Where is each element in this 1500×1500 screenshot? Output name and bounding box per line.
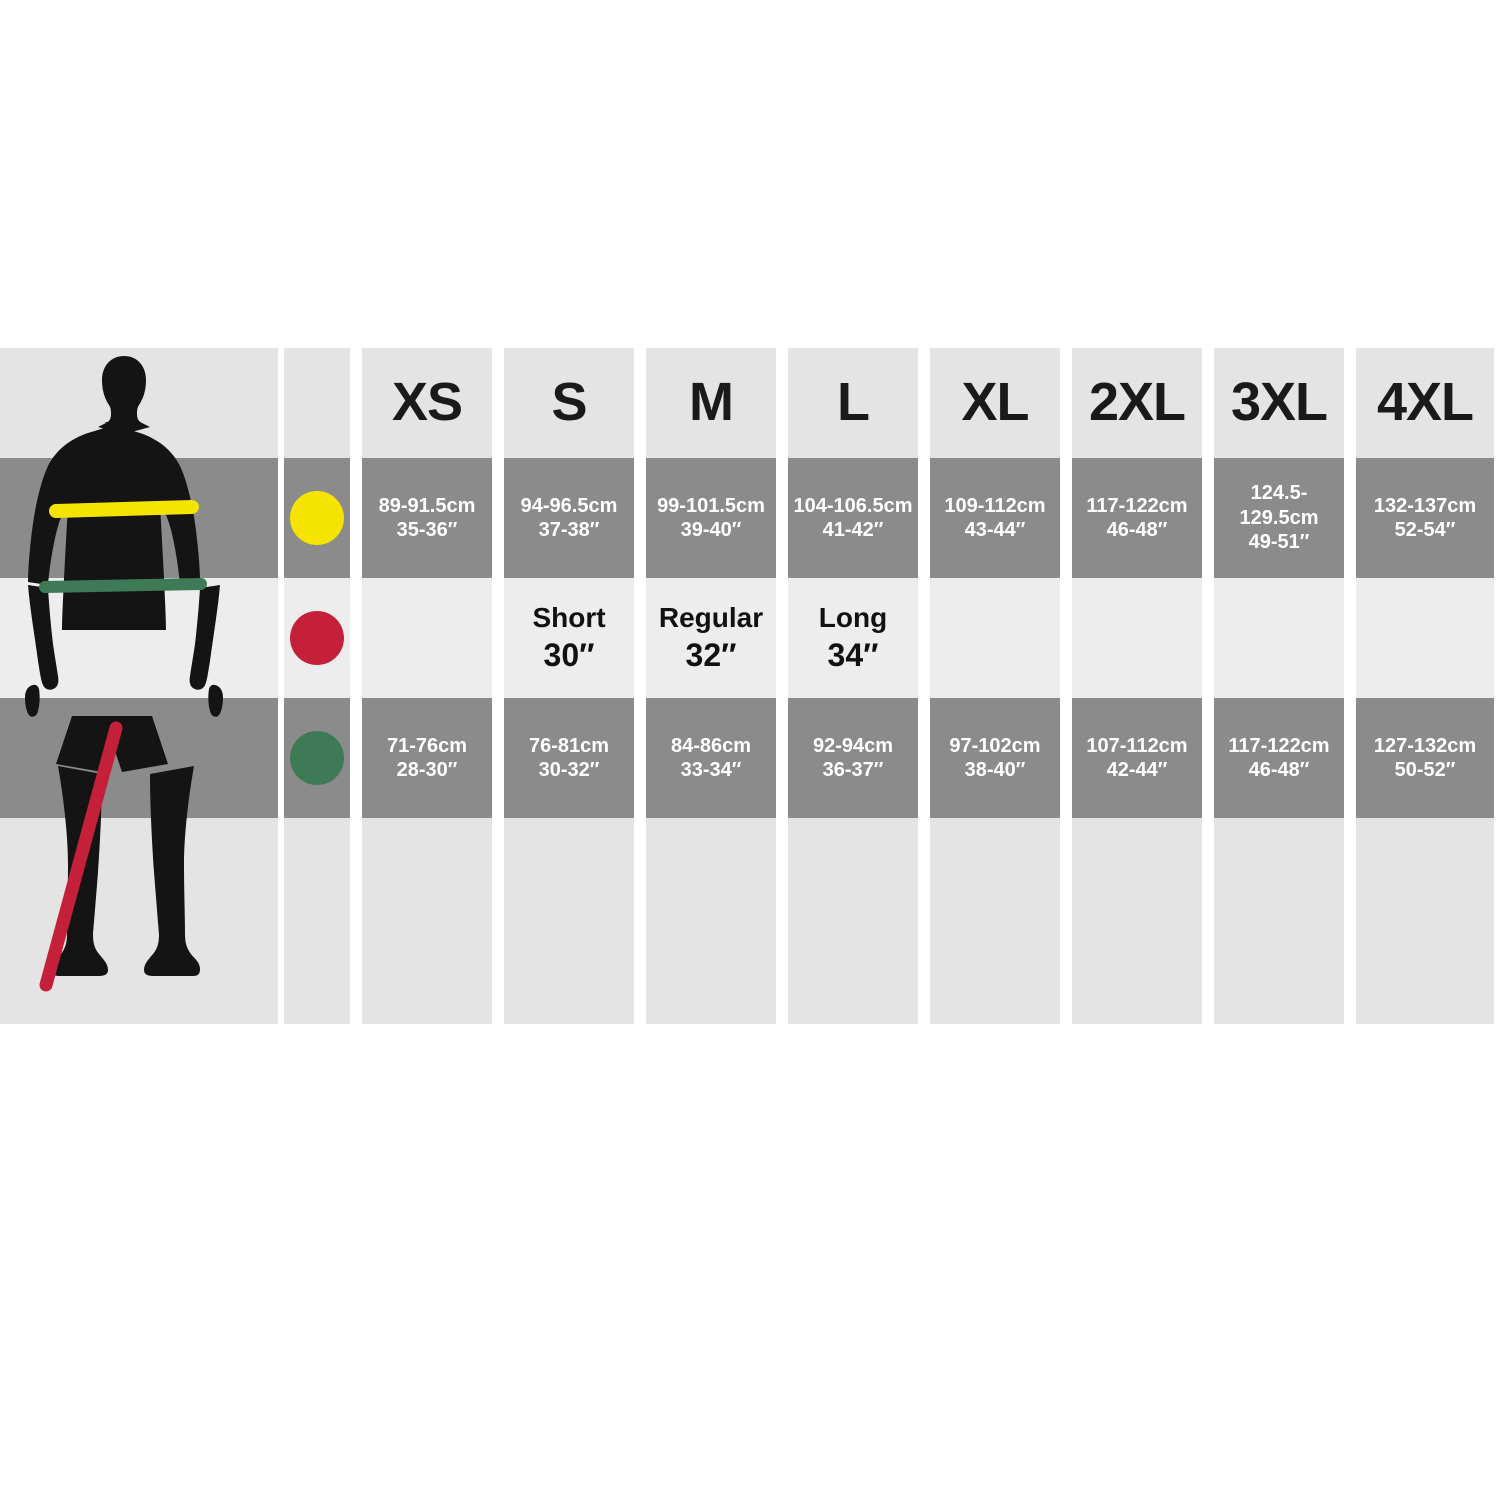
- size-header-m: [640, 348, 782, 458]
- value-in: 41-42″: [822, 519, 884, 541]
- waist-value-4xl: [1350, 698, 1500, 818]
- leg-length-value-xs: [356, 578, 498, 698]
- value-cm: 124.5-129.5cm: [1239, 482, 1319, 529]
- chest-value-4xl: [1350, 458, 1500, 578]
- value-cm: 92-94cm: [812, 734, 894, 757]
- value-word: Regular: [658, 602, 764, 634]
- size-label: S: [551, 372, 587, 433]
- waist-value-m: [640, 698, 782, 818]
- footer-cell-m: [640, 818, 782, 1024]
- value-word: Long: [818, 602, 888, 634]
- footer-cell-xl: [924, 818, 1066, 1024]
- value-in: 43-44″: [964, 519, 1026, 541]
- chest-marker-cell: [278, 458, 356, 578]
- footer-cell-l: [782, 818, 924, 1024]
- value-in: 28-30″: [396, 759, 458, 781]
- value-cm: 94-96.5cm: [520, 494, 618, 517]
- chest-value-s: [498, 458, 640, 578]
- chest-marker-icon: [290, 491, 344, 545]
- footer-cell-3xl: [1208, 818, 1350, 1024]
- value-cm: 71-76cm: [386, 734, 468, 757]
- value-cm: 107-112cm: [1086, 734, 1188, 757]
- waist-value-xl: [924, 698, 1066, 818]
- size-label: XL: [961, 372, 1029, 433]
- value-cm: 127-132cm: [1373, 734, 1477, 757]
- value-cm: 99-101.5cm: [657, 494, 765, 517]
- value-cm: 117-122cm: [1086, 494, 1188, 517]
- chest-value-xs: [356, 458, 498, 578]
- size-header-4xl: [1350, 348, 1500, 458]
- waist-marker-icon: [290, 731, 344, 785]
- leg-length-value-2xl: [1066, 578, 1208, 698]
- value-in: 30-32″: [538, 759, 600, 781]
- value-in: 46-48″: [1106, 519, 1168, 541]
- value-cm: 84-86cm: [670, 734, 752, 757]
- value-in: 49-51″: [1248, 531, 1310, 554]
- chest-value-3xl: [1208, 458, 1350, 578]
- waist-value-2xl: [1066, 698, 1208, 818]
- value-in: 35-36″: [396, 519, 458, 541]
- chest-value-xl: [924, 458, 1066, 578]
- footer-cell-s: [498, 818, 640, 1024]
- size-header-xl: [924, 348, 1066, 458]
- size-chart: [0, 348, 1500, 1024]
- waist-value-3xl: [1208, 698, 1350, 818]
- waist-value-s: [498, 698, 640, 818]
- size-label: 2XL: [1088, 372, 1186, 433]
- value-in: 39-40″: [680, 519, 742, 541]
- leg-length-marker-cell: [278, 578, 356, 698]
- value-word: Short: [532, 602, 606, 634]
- footer-cell-xs: [356, 818, 498, 1024]
- leg-length-value-xl: [924, 578, 1066, 698]
- waist-value-l: [782, 698, 924, 818]
- value-in: 38-40″: [964, 759, 1026, 781]
- male-body-silhouette-icon: [8, 348, 278, 1024]
- size-label: M: [689, 372, 733, 433]
- leg-length-value-4xl: [1350, 578, 1500, 698]
- value-in: 33-34″: [680, 759, 742, 781]
- footer-marker-cell: [278, 818, 356, 1024]
- value-cm: 104-106.5cm: [793, 494, 913, 517]
- value-in: 32″: [685, 636, 737, 673]
- value-cm: 97-102cm: [949, 734, 1041, 757]
- value-in: 46-48″: [1248, 759, 1310, 781]
- size-label: 4XL: [1376, 372, 1474, 433]
- chest-measure-line: [56, 507, 192, 511]
- value-in: 42-44″: [1106, 759, 1168, 781]
- waist-value-xs: [356, 698, 498, 818]
- value-in: 37-38″: [538, 519, 600, 541]
- size-label: XS: [391, 372, 463, 433]
- body-figure: [0, 348, 278, 1024]
- leg-length-value-l: [782, 578, 924, 698]
- leg-length-value-s: [498, 578, 640, 698]
- size-label: 3XL: [1230, 372, 1328, 433]
- value-in: 52-54″: [1394, 519, 1456, 541]
- waist-measure-line: [45, 584, 201, 587]
- value-in: 36-37″: [822, 759, 884, 781]
- waist-marker-cell: [278, 698, 356, 818]
- size-header-l: [782, 348, 924, 458]
- chest-value-m: [640, 458, 782, 578]
- footer-cell-2xl: [1066, 818, 1208, 1024]
- size-header-s: [498, 348, 640, 458]
- value-in: 50-52″: [1394, 759, 1456, 781]
- value-cm: 109-112cm: [944, 494, 1046, 517]
- marker-header-cell: [278, 348, 356, 458]
- leg-length-marker-icon: [290, 611, 344, 665]
- chest-value-2xl: [1066, 458, 1208, 578]
- size-header-3xl: [1208, 348, 1350, 458]
- leg-length-value-3xl: [1208, 578, 1350, 698]
- footer-cell-4xl: [1350, 818, 1500, 1024]
- value-cm: 117-122cm: [1228, 734, 1330, 757]
- size-header-2xl: [1066, 348, 1208, 458]
- size-header-xs: [356, 348, 498, 458]
- value-in: 34″: [827, 636, 879, 673]
- leg-length-value-m: [640, 578, 782, 698]
- value-cm: 89-91.5cm: [378, 494, 476, 517]
- value-in: 30″: [543, 636, 595, 673]
- value-cm: 132-137cm: [1373, 494, 1477, 517]
- value-cm: 76-81cm: [528, 734, 610, 757]
- chest-value-l: [782, 458, 924, 578]
- size-label: L: [837, 372, 869, 433]
